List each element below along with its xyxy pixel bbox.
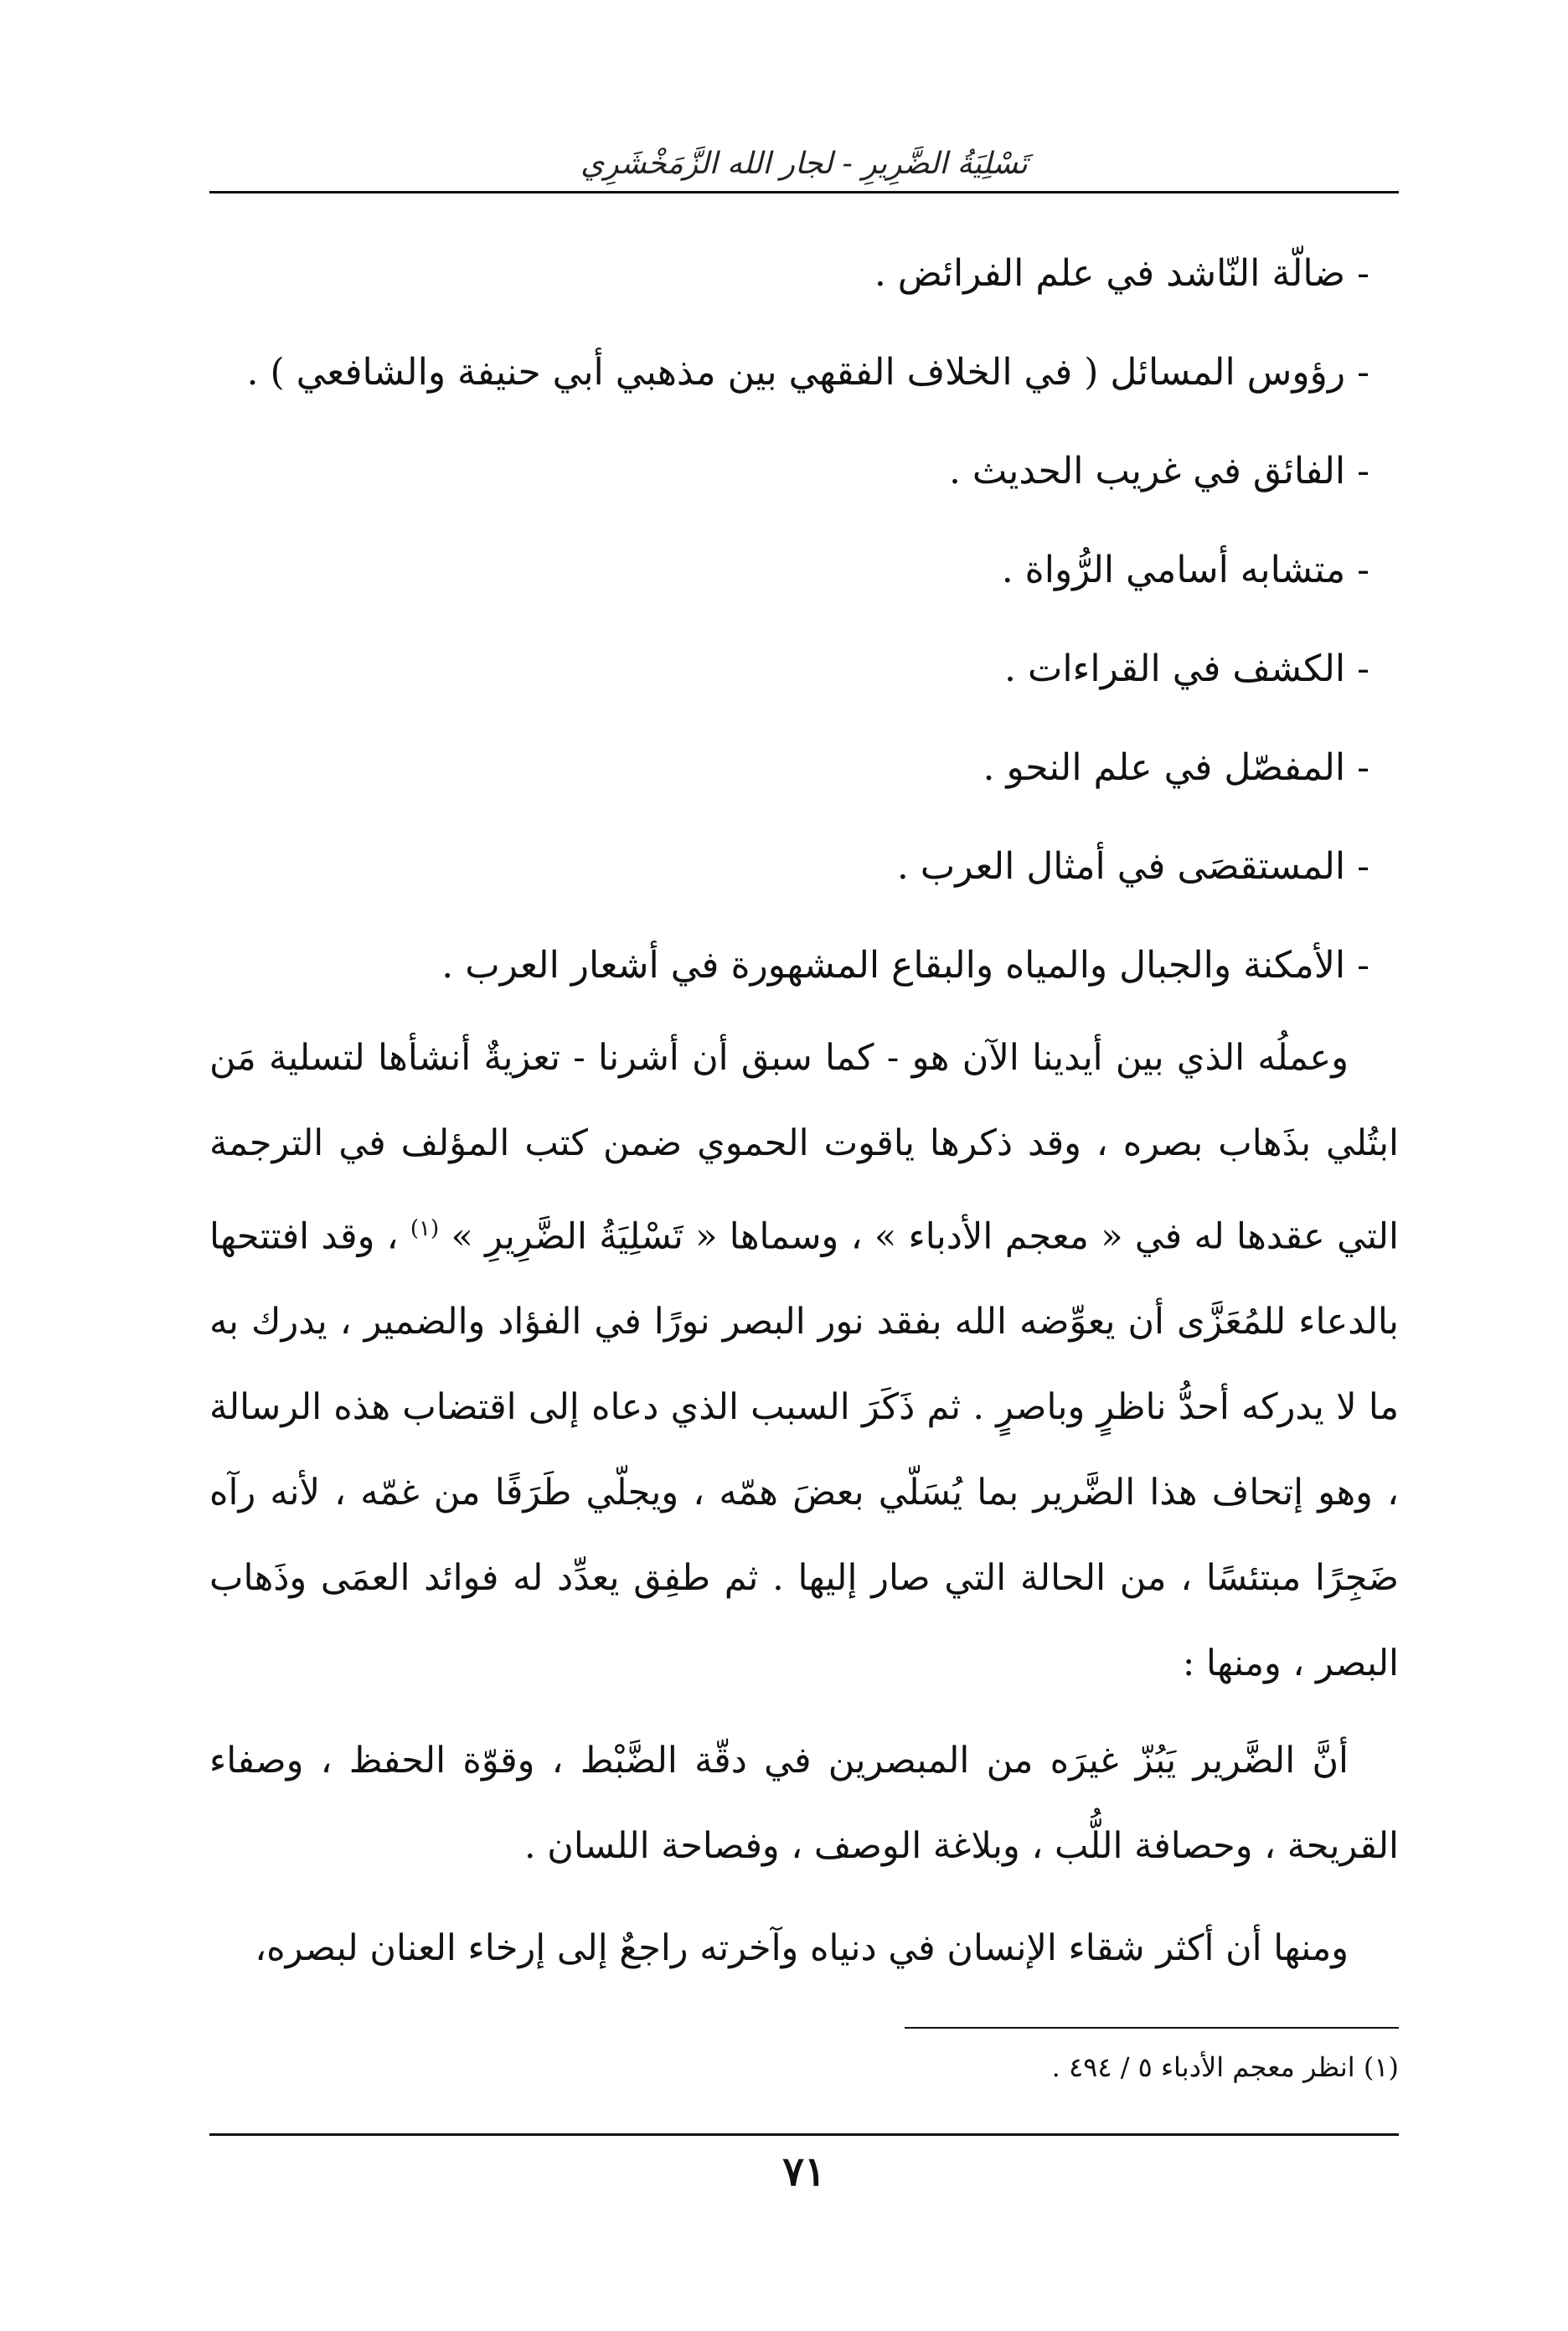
list-item: - رؤوس المسائل ( في الخلاف الفقهي بين مذهبي أبي حنيفة والشافعي ) . <box>246 351 1369 394</box>
paragraph: ومنها أن أكثر شقاء الإنسان في دنياه وآخرته راجعٌ إلى إرخاء العنان لبصره، <box>255 1927 1349 1970</box>
page-number: ٧١ <box>782 2148 826 2195</box>
footer-rule <box>209 2133 1399 2136</box>
paragraph-text: وعملُه الذي بين أيدينا الآن هو - كما سبق أن أشرنا - تعزيةٌ أنشأها لتسلية مَن ابتُلي بذَهاب بصره ، وقد ذكرها ياقوت الحموي ضمن كتب المؤلف في الترجمة التي عقدها له في « معجم الأدباء » ، وسماها « تَسْلِيَةُ الضَّرِيرِ » <box>209 1037 1399 1258</box>
list-item: - الفائق في غريب الحديث . <box>948 450 1369 493</box>
footnote-rule <box>905 2027 1399 2029</box>
list-item: - ضالّة النّاشد في علم الفرائض . <box>874 252 1369 295</box>
footnote: (١) انظر معجم الأدباء ٥ / ٤٩٤ . <box>1051 2051 1399 2083</box>
paragraph-text: ، وقد افتتحها بالدعاء للمُعَزَّى أن يعوِّضه الله بفقد نور البصر نورًا في الفؤاد والضمير ، يدرك به ما لا يدركه أحدُّ ناظرٍ وباصرٍ . ثم ذَكَرَ السبب الذي دعاه إلى اقتضاب هذه الرسالة ، وهو إتحاف هذا الضَّرير بما يُسَلّي بعضَ همّه ، ويجلّي طَرَفًا من غمّه ، لأنه رآه ضَجِرًا مبتئسًا ، من الحالة التي صار إليها . ثم طفِق يعدِّد له فوائد العمَى وذَهاب البصر ، ومنها : <box>209 1215 1399 1685</box>
list-item: - المفصّل في علم النحو . <box>983 746 1369 789</box>
paragraph: أنَّ الضَّرير يَبُزّ غيرَه من المبصرين في دقّة الضَّبْط ، وقوّة الحفظ ، وصفاء القريحة ، وحصافة اللُّب ، وبلاغة الوصف ، وفصاحة اللسان . <box>209 1740 1399 1868</box>
header-rule <box>209 191 1399 193</box>
list-item: - الأمكنة والجبال والمياه والبقاع المشهورة في أشعار العرب . <box>441 944 1369 987</box>
main-text <box>209 224 1399 1991</box>
running-head: تَسْلِيَةُ الضَّرِيرِ - لجار الله الزَّمَخْشَرِي <box>580 147 1028 181</box>
list-item: - متشابه أسامي الرُّواة . <box>1001 549 1369 591</box>
footnote-reference[interactable]: (١) <box>410 1216 440 1241</box>
paragraph <box>209 1015 1399 1706</box>
list-item: - الكشف في القراءات . <box>1004 647 1369 690</box>
list-item: - المستقصَى في أمثال العرب . <box>896 845 1369 888</box>
